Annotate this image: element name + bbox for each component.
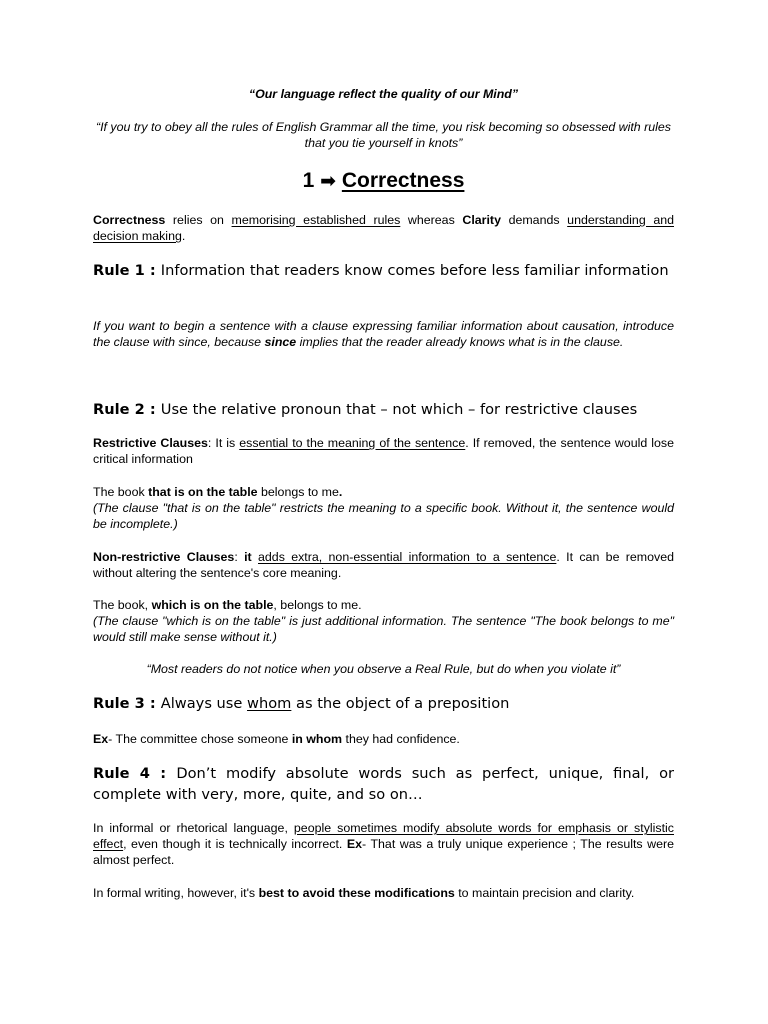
rule2-heading: Rule 2 : Use the relative pronoun that – not which – for restrictive clauses [93, 401, 638, 418]
nonrestrictive-example-note: (The clause "which is on the table" is just additional information. The sentence "The book belongs to me" would still make sense without it.) [93, 614, 674, 644]
quote-real-rule: “Most readers do not notice when you observe a Real Rule, but do when you violate it” [146, 662, 621, 676]
intro-paragraph: Correctness relies on memorising established rules whereas Clarity demands understanding and decision making. [93, 213, 674, 243]
rule3-example: Ex- The committee chose someone in whom they had confidence. [93, 732, 460, 746]
quote-language: “Our language reflect the quality of our Mind” [248, 87, 519, 101]
rule4-paragraph-formal: In formal writing, however, it's best to avoid these modifications to maintain precision and clarity. [93, 886, 635, 900]
quote-grammar: “If you try to obey all the rules of English Grammar all the time, you risk becoming so obsessed with rules that you tie yourself in knots” [95, 120, 672, 150]
section-number: 1 [302, 169, 315, 192]
restrictive-example-note: (The clause "that is on the table" restricts the meaning to a specific book. Without it, the sentence would be incomplete.) [93, 501, 674, 531]
section-title: Correctness [341, 169, 465, 192]
restrictive-paragraph: Restrictive Clauses: It is essential to the meaning of the sentence. If removed, the sentence would lose critical information [93, 436, 674, 466]
rule4-heading: Rule 4 : Don’t modify absolute words such as perfect, unique, final, or complete with very, more, quite, and so on… [93, 765, 674, 803]
section-heading [93, 168, 674, 194]
rule4-paragraph-informal: In informal or rhetorical language, people sometimes modify absolute words for emphasis or stylistic effect, even though it is technically incorrect. Ex- That was a truly unique experience ; The results were almost perfect. [93, 821, 674, 867]
rule3-heading: Rule 3 : Always use whom as the object of a preposition [93, 695, 510, 712]
restrictive-example: The book that is on the table belongs to me. (The clause "that is on the table" restricts the meaning to a specific book. Without it, the sentence would be incomplete.) [93, 485, 674, 531]
rule1-heading: Rule 1 : Information that readers know comes before less familiar information [93, 262, 669, 279]
rule1-body: If you want to begin a sentence with a clause expressing familiar information about causation, introduce the clause with since, because since implies that the reader already knows what is in the clause. [93, 319, 674, 349]
nonrestrictive-paragraph: Non-restrictive Clauses: it adds extra, non-essential information to a sentence. It can be removed without altering the sentence's core meaning. [93, 550, 674, 580]
nonrestrictive-example: The book, which is on the table, belongs to me. (The clause "which is on the table" is just additional information. The sentence "The book belongs to me" would still make sense without it.) [93, 598, 674, 644]
right-arrow-icon: ➡ [320, 170, 337, 192]
